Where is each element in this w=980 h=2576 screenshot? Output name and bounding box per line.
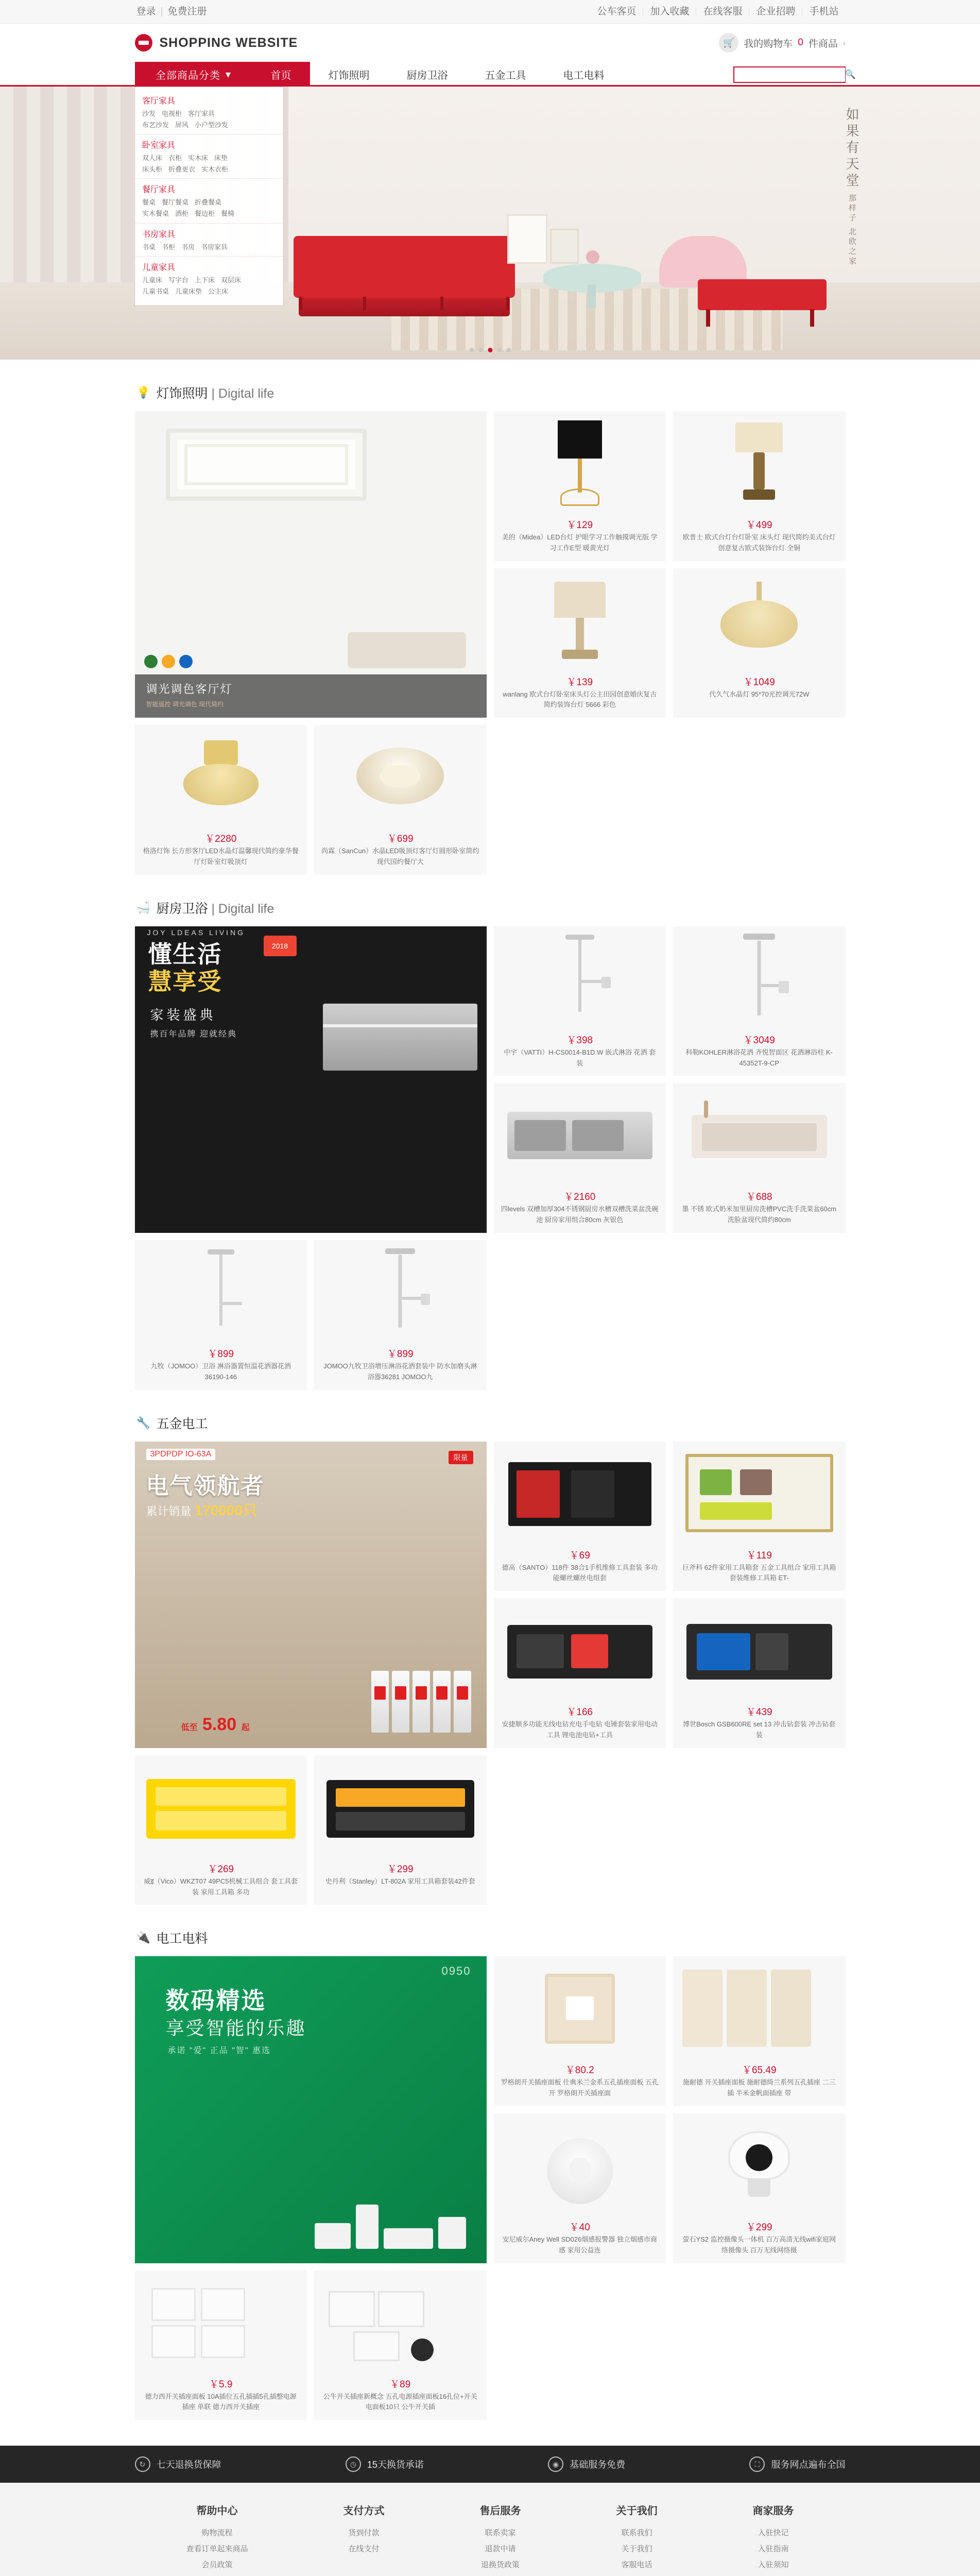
product-card[interactable]	[494, 1956, 666, 2106]
section-title	[157, 899, 274, 917]
banner-feature-icons	[144, 655, 193, 668]
product-desc: 公牛开关插座新概念 五孔电源插座面板16孔位+开关电面板10只 公牛开关插	[323, 2392, 477, 2411]
category-link[interactable]: 餐厅餐桌	[162, 198, 189, 207]
product-desc: 欧普士 欧式台灯台灯卧室 床头灯 现代简约美式台灯创意复古欧式装饰台灯 全铜	[682, 533, 836, 552]
site-footer	[0, 2483, 980, 2576]
service-label: 基础服务免费	[570, 2460, 626, 2470]
search-input[interactable]	[734, 67, 845, 82]
product-desc: 博世Bosch GSB600RE set 13 冲击钻套装 冲击钻套装	[683, 1720, 836, 1739]
hero-copy-line2: 那样子	[848, 194, 856, 224]
category-group-links	[142, 108, 276, 131]
product-image	[494, 926, 666, 1029]
product-price: ￥439	[746, 1707, 772, 1718]
nav-items	[252, 62, 623, 87]
category-link[interactable]: 实木餐桌	[142, 210, 169, 218]
top-link-3[interactable]: 企业招聘	[749, 7, 802, 16]
product-desc: 中宇（VATTI）H-CS0014-B1D.W 嵌式淋浴 花洒 套装	[504, 1048, 656, 1067]
product-image	[135, 1240, 307, 1343]
cart-count: 0	[798, 37, 803, 48]
hero-dot-4[interactable]	[506, 348, 511, 352]
banner-title: 数码精选	[165, 1987, 267, 2014]
product-price: ￥899	[208, 1348, 234, 1360]
product-price: ￥269	[208, 1863, 234, 1875]
product-price: ￥69	[569, 1550, 590, 1561]
logo-icon	[135, 34, 152, 52]
category-link[interactable]: 床垫	[214, 154, 228, 162]
footer-column-aftersales	[479, 2502, 521, 2576]
banner-brand	[146, 1449, 216, 1460]
category-link[interactable]: 儿童床	[142, 276, 163, 284]
login-link[interactable]: 登录	[136, 6, 156, 17]
service-item	[548, 2456, 625, 2472]
product-price: ￥688	[746, 1192, 772, 1203]
footer-column-title: 支付方式	[343, 2505, 385, 2517]
lighting-banner[interactable]	[135, 411, 487, 718]
product-grid	[135, 1956, 846, 2420]
hardware-banner[interactable]	[135, 1442, 487, 1748]
product-price: ￥899	[387, 1348, 414, 1360]
hero-carousel-dots[interactable]	[469, 348, 511, 352]
footer-column-help	[186, 2502, 248, 2576]
banner-tag: 0950	[441, 1964, 471, 1978]
product-card[interactable]	[673, 1442, 846, 1591]
footer-column-title: 关于我们	[616, 2505, 658, 2517]
product-price: ￥299	[387, 1863, 414, 1875]
product-image	[673, 1956, 846, 2059]
product-price: ￥398	[566, 1035, 593, 1046]
product-desc: 墨 不锈 欧式奶米加里厨房洗槽PVC洗手洗菜盆60cm洗脸盆现代简约80cm	[682, 1205, 837, 1224]
footer-link[interactable]: 联系我们	[621, 2529, 652, 2538]
product-card[interactable]	[494, 1598, 666, 1748]
product-image	[314, 1240, 487, 1343]
footer-column-about	[616, 2502, 657, 2576]
product-image	[494, 1598, 666, 1701]
category-link[interactable]: 衣柜	[168, 154, 182, 162]
product-image	[673, 1598, 846, 1701]
product-desc: 九牧（JOMOO）卫浴 淋浴器置恒温花洒器花洒36190-146	[150, 1362, 291, 1381]
category-link[interactable]: 客厅家具	[188, 110, 215, 117]
category-link[interactable]: 餐椅	[221, 210, 235, 218]
footer-link[interactable]: 在线支付	[348, 2544, 380, 2553]
product-desc: 施耐德 开关插座面板 施耐德绮兰系列五孔插座 二三插 半米金帆面插座 带	[682, 2078, 836, 2097]
banner-title-b: 慧享受	[148, 968, 222, 995]
category-link[interactable]: 电视柜	[162, 110, 182, 117]
banner-title-a: 懂生活	[148, 940, 222, 968]
category-link[interactable]: 实木衣柜	[201, 165, 229, 174]
category-group-links	[142, 275, 276, 297]
product-desc: 四levels 双槽加厚304不锈钢厨房水槽双槽洗菜盆洗碗池 厨房家用组合80cm 灰银色	[501, 1205, 659, 1224]
banner-brand-text: 3PDPDP	[150, 1449, 183, 1459]
footer-link[interactable]: 退换货政策	[480, 2560, 520, 2569]
banner-subtitle: 家装盛典	[150, 1007, 216, 1023]
product-desc: 格洛灯饰 长方形客厅LED水晶灯温馨现代简约豪华餐厅灯卧室灯吸顶灯	[143, 847, 299, 866]
banner-subtitle: 智能遥控 调光调色 现代简约	[146, 701, 224, 708]
banner-price-value: 5.80	[202, 1714, 237, 1734]
product-image	[494, 2113, 666, 2216]
product-card[interactable]	[494, 2113, 666, 2263]
category-link[interactable]: 折叠餐桌	[195, 198, 222, 207]
product-desc: wanlang 欧式台灯卧室床头灯公主田园创意婚庆复古简约装饰台灯 5666 彩色	[503, 690, 657, 709]
electrical-banner[interactable]	[135, 1956, 487, 2263]
product-grid	[135, 411, 846, 875]
category-link[interactable]: 床头柜	[142, 165, 163, 174]
tools-icon: 🔧	[136, 1416, 151, 1429]
product-desc: 德力西开关插座面板 10A插位五孔插插5孔插整电源插座 单联 德力西开关插座	[145, 2392, 297, 2411]
product-card[interactable]	[314, 1755, 487, 1905]
category-link[interactable]: 书柜	[162, 243, 176, 251]
product-desc: 巨斧科 62件家用工具箱套 五金工具组合 家用工具箱套装维修工具箱 ET-	[682, 1563, 836, 1582]
search-icon[interactable]: 🔍	[845, 70, 856, 79]
product-desc: 德高（SANTO）118件 38合1手机维修工具套装 多功能螺丝螺丝电组套	[502, 1563, 658, 1582]
product-desc: 科勒KOHLER淋浴花洒 齐悦智面区 花洒淋浴柱 K-45352T-9-CP	[685, 1048, 833, 1067]
product-card[interactable]	[494, 411, 666, 561]
cart-label: 我的购物车	[744, 38, 793, 49]
banner-product-image	[315, 2205, 466, 2249]
category-group-title[interactable]: 客厅家具	[142, 97, 176, 106]
section-electrical	[135, 1905, 846, 2420]
category-link[interactable]: 屏风	[175, 121, 189, 129]
category-link[interactable]: 写字台	[168, 276, 189, 284]
banner-title: 电气领航者	[146, 1473, 265, 1499]
product-card[interactable]	[135, 2270, 307, 2420]
section-title-text: 电工电料	[156, 1931, 208, 1946]
footer-link[interactable]: 货到付款	[348, 2529, 380, 2538]
hero-copy	[841, 107, 862, 266]
product-image	[673, 568, 846, 671]
product-grid	[135, 1442, 846, 1905]
kitchen-icon: 🛁	[136, 901, 151, 914]
category-group	[135, 257, 283, 300]
product-image	[494, 411, 666, 514]
product-card[interactable]	[314, 2270, 487, 2420]
product-card[interactable]	[673, 1598, 846, 1748]
category-group-links	[142, 152, 276, 175]
product-image	[135, 725, 307, 828]
category-group-links	[142, 242, 276, 253]
site-header	[0, 24, 980, 62]
product-price: ￥499	[746, 520, 772, 531]
cart-icon: 🛒	[719, 33, 738, 53]
banner-corner-badge: 限量	[449, 1451, 473, 1464]
lamp-icon: 💡	[136, 386, 151, 399]
banner-note: 携百年品牌 迎就经典	[150, 1029, 237, 1039]
hero-dot-2[interactable]	[488, 348, 492, 352]
product-image	[673, 926, 846, 1029]
nav-item-lighting[interactable]: 灯饰照明	[328, 70, 370, 81]
banner-caption	[135, 674, 487, 718]
nav-item-hardware[interactable]: 五金工具	[485, 70, 526, 81]
product-price: ￥699	[387, 834, 414, 845]
product-desc: 安尼威尔Aney Well SD026烟感报警器 独立烟感市商感 家用公益连	[502, 2235, 657, 2254]
banner-price	[181, 1715, 250, 1735]
footer-link[interactable]: 入驻指南	[758, 2544, 789, 2553]
section-lighting	[135, 360, 846, 875]
service-label: 七天退换货保障	[156, 2460, 221, 2470]
footer-column-title: 商家服务	[752, 2505, 794, 2517]
divider: |	[160, 6, 163, 17]
product-desc: JOMOO九牧卫浴增压淋浴花洒套装中 防水加磨头淋浴器36281 JOMOO九	[323, 1362, 477, 1381]
footer-column-payment	[343, 2502, 385, 2576]
nav-item-kitchen[interactable]: 厨房卫浴	[406, 70, 448, 81]
product-card[interactable]	[494, 1083, 666, 1233]
footer-link[interactable]: 入驻快记	[758, 2529, 789, 2538]
category-link[interactable]: 沙发	[142, 110, 156, 117]
product-desc: 罗格朗开关插座面板 仕典米兰金系五孔插座面板 五孔开 罗格朗开关插座面	[501, 2078, 659, 2097]
product-desc: 美的（Midea）LED台灯 护眼学习工作触摸调光版 学习工作E型 暖黄光灯	[502, 533, 658, 552]
footer-link[interactable]: 退款中请	[485, 2544, 516, 2553]
category-group-links	[142, 197, 276, 219]
section-subtitle-text: | Digital life	[211, 901, 274, 916]
footer-link[interactable]: 客服电话	[621, 2560, 652, 2569]
all-categories-button[interactable]	[135, 62, 252, 87]
product-card[interactable]	[135, 1755, 307, 1905]
product-card[interactable]	[673, 1956, 846, 2106]
logo[interactable]	[135, 34, 298, 52]
category-link[interactable]: 书房	[181, 243, 195, 251]
product-card[interactable]	[673, 1083, 846, 1233]
section-subtitle-text: | Digital life	[211, 386, 274, 401]
section-title	[157, 383, 274, 402]
switch-icon: 🔌	[136, 1931, 151, 1944]
footer-link[interactable]: 查看订单起来商品	[186, 2544, 248, 2553]
nav-item-home[interactable]: 首页	[252, 62, 310, 87]
product-desc: 史丹利（Stanley）LT-802A 家用工具箱套装42件套	[325, 1877, 475, 1885]
hero-dot-1[interactable]	[478, 348, 483, 352]
banner-product-image	[323, 1004, 477, 1071]
product-image	[673, 1442, 846, 1545]
banner-price-prefix: 低至	[181, 1723, 198, 1732]
banner-subtitle	[146, 1499, 257, 1520]
footer-link[interactable]: 入驻须知	[758, 2560, 789, 2569]
cart-unit: 件商品	[808, 38, 838, 49]
product-card[interactable]	[314, 725, 487, 875]
category-group-title[interactable]: 书房家具	[142, 230, 176, 239]
footer-link[interactable]	[752, 2573, 794, 2576]
service-strip	[0, 2446, 980, 2483]
product-image	[314, 725, 487, 828]
product-image	[135, 1755, 307, 1858]
category-group-title[interactable]: 儿童家具	[142, 263, 176, 272]
product-price: ￥40	[569, 2222, 590, 2233]
product-card[interactable]	[673, 926, 846, 1076]
product-price: ￥139	[566, 676, 593, 688]
truck-icon: ◉	[548, 2456, 563, 2472]
product-image	[673, 2113, 846, 2216]
main-nav	[0, 62, 980, 87]
footer-link[interactable]: 会员政策	[201, 2560, 233, 2569]
hero-banner	[0, 87, 980, 360]
category-group	[135, 90, 283, 134]
category-group-title[interactable]: 卧室家具	[142, 141, 176, 150]
kitchen-banner[interactable]	[135, 926, 487, 1233]
category-group	[135, 134, 283, 179]
product-card[interactable]	[673, 568, 846, 718]
product-price: ￥119	[746, 1550, 772, 1561]
top-link-0[interactable]: 公车客页	[590, 7, 643, 16]
footer-column-title: 售后服务	[479, 2505, 521, 2517]
service-label: 服务网点遍布全国	[771, 2460, 846, 2470]
cart-widget[interactable]	[719, 33, 845, 53]
banner-badge: 2018	[264, 936, 297, 956]
hero-copy-line3: 北欧之家	[848, 227, 856, 267]
product-price: ￥299	[746, 2222, 772, 2233]
logo-text: SHOPPING WEBSITE	[159, 35, 298, 50]
hero-dot-0[interactable]	[469, 348, 474, 352]
footer-link[interactable]: 联系卖家	[485, 2529, 516, 2538]
product-image	[494, 1956, 666, 2059]
register-link[interactable]: 免费注册	[167, 6, 207, 17]
product-card[interactable]	[494, 568, 666, 718]
category-link[interactable]: 实木床	[188, 154, 209, 162]
search-box[interactable]	[733, 66, 856, 83]
banner-sub-number: 170000只	[194, 1502, 257, 1518]
product-price: ￥65.49	[742, 2065, 777, 2076]
product-desc: 威इ（Vico）WKZT07 49PC5机械工具组合 套工具套装 家用工具箱 多功	[144, 1877, 298, 1896]
product-card[interactable]	[135, 725, 307, 875]
top-link-2[interactable]: 在线客服	[696, 7, 749, 16]
service-item	[749, 2456, 845, 2472]
section-header	[135, 1414, 846, 1432]
top-bar-links	[590, 7, 845, 16]
product-image	[314, 2270, 487, 2374]
product-card[interactable]	[494, 1442, 666, 1591]
banner-sub-text: 累计销量	[146, 1504, 192, 1518]
category-group	[135, 224, 283, 257]
product-card[interactable]	[673, 411, 846, 561]
section-header	[135, 383, 846, 402]
category-link[interactable]: 上下床	[195, 276, 215, 284]
service-item	[135, 2456, 221, 2472]
hero-dot-3[interactable]	[497, 348, 502, 352]
section-title-text: 灯饰照明	[156, 386, 208, 401]
section-kitchen	[135, 875, 846, 1390]
footer-link[interactable]: 关于我们	[621, 2544, 652, 2553]
category-link[interactable]: 餐桌	[142, 198, 156, 207]
chevron-down-icon: ▾	[225, 69, 232, 80]
category-flyout	[134, 87, 284, 306]
product-image	[494, 568, 666, 671]
product-desc: 萤石YS2 监控摄像头一体机 百万高清无线wifi家庭网络摄像头 百万无线网络摄	[682, 2235, 836, 2254]
footer-link[interactable]	[186, 2573, 248, 2576]
section-title-text: 五金电工	[156, 1416, 208, 1431]
banner-product-image	[371, 1671, 471, 1733]
product-image	[314, 1755, 487, 1858]
product-price: ￥5.9	[209, 2379, 233, 2390]
category-link[interactable]: 双层床	[221, 276, 242, 284]
product-image	[135, 2270, 307, 2374]
banner-price-suffix: 起	[241, 1723, 250, 1732]
product-image	[494, 1442, 666, 1545]
top-link-1[interactable]: 加入收藏	[643, 7, 696, 16]
banner-title	[148, 941, 222, 995]
all-categories-label: 全部商品分类	[155, 70, 220, 81]
product-desc: 安捷顺多功能无线电钻充电手电钻 电锤套装家用电动工具 锂电池电钻+工具	[502, 1720, 658, 1739]
product-image	[673, 411, 846, 514]
category-link[interactable]: 双人床	[142, 154, 163, 162]
section-title	[157, 1414, 208, 1432]
refresh-icon: ↻	[135, 2456, 150, 2472]
category-link[interactable]: 酒柜	[175, 210, 189, 218]
footer-link[interactable]: 购物流程	[201, 2529, 233, 2538]
section-header	[135, 899, 846, 917]
store-icon: ⛶	[749, 2456, 765, 2472]
category-link[interactable]: 儿童书桌	[142, 287, 169, 295]
banner-tag-text: IO-63A	[185, 1449, 212, 1459]
product-price: ￥3049	[743, 1035, 775, 1046]
service-label: 15天换货承诺	[367, 2460, 424, 2470]
footer-column-title: 帮助中心	[196, 2505, 238, 2517]
category-link[interactable]: 书桌	[142, 243, 156, 251]
product-card[interactable]	[673, 2113, 846, 2263]
product-price: ￥80.2	[565, 2065, 594, 2076]
top-link-4[interactable]: 手机站	[809, 6, 839, 17]
top-bar-account	[135, 6, 209, 18]
product-price: ￥2160	[564, 1192, 596, 1203]
section-title-text: 厨房卫浴	[156, 901, 208, 916]
product-price: ￥89	[390, 2379, 411, 2390]
section-title	[157, 1928, 208, 1947]
product-price: ￥129	[566, 520, 593, 531]
category-link[interactable]: 餐边柜	[195, 210, 215, 218]
product-price: ￥1049	[743, 676, 775, 688]
hero-copy-line1: 如果有天堂	[844, 107, 859, 190]
chevron-right-icon: ›	[843, 39, 846, 47]
product-card[interactable]	[314, 1240, 487, 1390]
product-card[interactable]	[135, 1240, 307, 1390]
service-item	[346, 2456, 424, 2472]
product-image	[494, 1083, 666, 1186]
top-bar	[0, 0, 980, 24]
banner-subtitle: 享受智能的乐趣	[165, 2018, 306, 2039]
banner-note: 承诺 "爱" 正品 "智" 惠选	[167, 2046, 271, 2056]
product-image	[673, 1083, 846, 1186]
nav-item-electrical[interactable]: 电工电料	[563, 70, 605, 81]
section-header	[135, 1928, 846, 1947]
banner-title: 调光调色客厅灯	[146, 683, 233, 696]
product-desc: 尚霖（SanCun）水晶LED吸顶灯客厅灯圆形卧室简约现代国约餐厅大	[321, 847, 479, 866]
category-link[interactable]: 折叠更衣	[168, 165, 196, 174]
banner-eyebrow: JOY LDEAS LIVING	[147, 928, 246, 937]
product-desc: 代久气水晶灯 95*70光控调光72W	[709, 690, 810, 698]
product-card[interactable]	[494, 926, 666, 1076]
footer-column-merchant	[752, 2502, 794, 2576]
product-grid	[135, 926, 846, 1390]
category-group	[135, 179, 283, 223]
category-group-title[interactable]: 餐厅家具	[142, 185, 176, 195]
product-price: ￥2280	[205, 834, 237, 845]
category-link[interactable]: 儿童床垫	[175, 287, 202, 295]
category-link[interactable]: 布艺沙发	[142, 121, 169, 129]
product-price: ￥166	[566, 1707, 593, 1718]
category-link[interactable]: 小户型沙发	[195, 121, 229, 129]
clock-icon: ◷	[346, 2456, 361, 2472]
category-link[interactable]: 书房家具	[201, 243, 228, 251]
section-hardware	[135, 1390, 846, 1905]
category-link[interactable]: 公主床	[208, 287, 229, 295]
